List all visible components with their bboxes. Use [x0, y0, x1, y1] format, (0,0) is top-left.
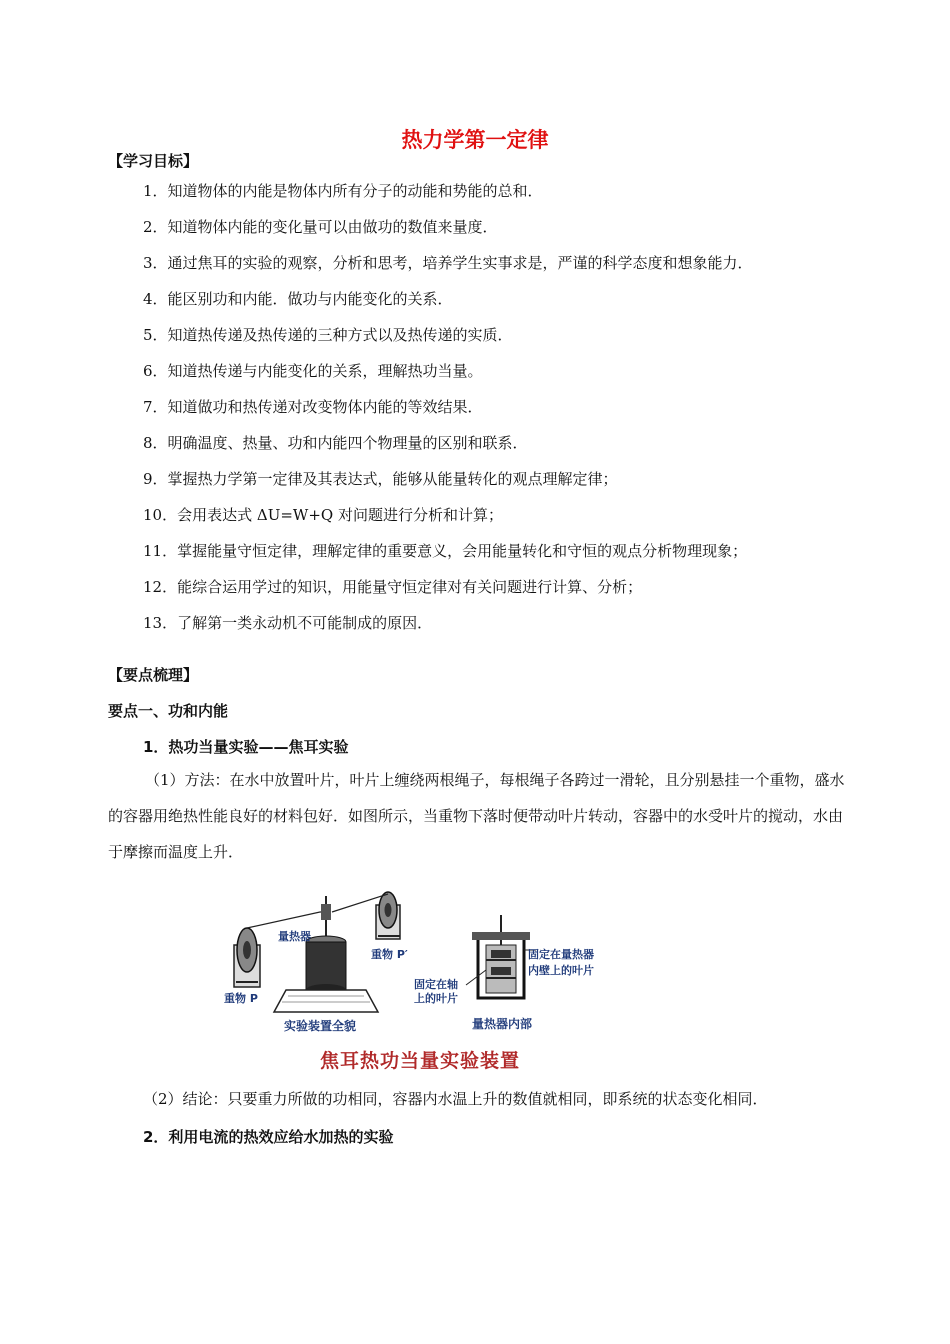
- figure-caption: 焦耳热功当量实验装置: [319, 1050, 520, 1072]
- right-pulley: [376, 892, 400, 939]
- label-weight-p: 重物 P: [224, 992, 258, 1005]
- goal-item: 5．知道热传递及热传递的三种方式以及热传递的实质．: [143, 326, 513, 344]
- goal-item: 4．能区别功和内能．做功与内能变化的关系．: [143, 290, 453, 308]
- goal-item: 11．掌握能量守恒定律，理解定律的重要意义，会用能量转化和守恒的观点分析物理现象；: [143, 542, 748, 560]
- goal-item: 2．知道物体内能的变化量可以由做功的数值来量度．: [143, 218, 498, 236]
- conclusion-text: （2）结论：只要重力所做的功相同，容器内水温上升的数值就相同，即系统的状态变化相同．: [143, 1090, 768, 1108]
- sub2-heading: 2．利用电流的热效应给水加热的实验: [143, 1128, 394, 1146]
- sub1-heading: 1．热功当量实验——焦耳实验: [143, 738, 349, 756]
- goals-heading: 【学习目标】: [108, 152, 199, 170]
- label-fixed-wall-2: 内壁上的叶片: [528, 964, 594, 977]
- goal-item: 1．知道物体的内能是物体内所有分子的动能和势能的总和．: [143, 182, 543, 200]
- goal-item: 6．知道热传递与内能变化的关系，理解热功当量。: [143, 362, 483, 380]
- goal-item: 8．明确温度、热量、功和内能四个物理量的区别和联系．: [143, 434, 528, 452]
- point1-heading: 要点一、功和内能: [108, 702, 229, 720]
- page-title: 热力学第一定律: [401, 128, 549, 152]
- goal-item: 12．能综合运用学过的知识，用能量守恒定律对有关问题进行计算、分析；: [143, 578, 643, 596]
- label-weight-p2: 重物 P′: [371, 948, 408, 961]
- points-heading: 【要点梳理】: [108, 666, 199, 684]
- calorimeter-cutaway: [466, 915, 536, 998]
- goal-item: 9．掌握热力学第一定律及其表达式，能够从能量转化的观点理解定律；: [143, 470, 618, 488]
- goal-item: 3．通过焦耳的实验的观察，分析和思考，培养学生实事求是，严谨的科学态度和想象能力．: [143, 254, 753, 272]
- label-fixed-axis-1: 固定在轴: [414, 978, 458, 991]
- label-fixed-axis-2: 上的叶片: [414, 992, 458, 1005]
- label-fixed-wall-1: 固定在量热器: [528, 948, 594, 961]
- method-text: （1）方法：在水中放置叶片，叶片上缠绕两根绳子，每根绳子各跨过一滑轮，且分别悬挂一个重物，盛水的容器用绝热性能良好的材料包好．如图所示，当重物下落时便带动叶片转动，容器中的水受叶片的搅动，水由于摩擦而温度上升．: [108, 771, 845, 861]
- label-overall: 实验装置全貌: [284, 1019, 357, 1033]
- label-inside: 量热器内部: [472, 1017, 533, 1031]
- goal-item: 7．知道做功和热传递对改变物体内能的等效结果．: [143, 398, 483, 416]
- left-pulley: [234, 928, 260, 987]
- goal-item: 13．了解第一类永动机不可能制成的原因．: [143, 614, 433, 632]
- goal-item: 10．会用表达式 ΔU=W+Q 对问题进行分析和计算；: [143, 506, 503, 524]
- label-calorimeter: 量热器: [278, 930, 311, 943]
- method-paragraph: [108, 762, 848, 870]
- calorimeter: [274, 896, 378, 1012]
